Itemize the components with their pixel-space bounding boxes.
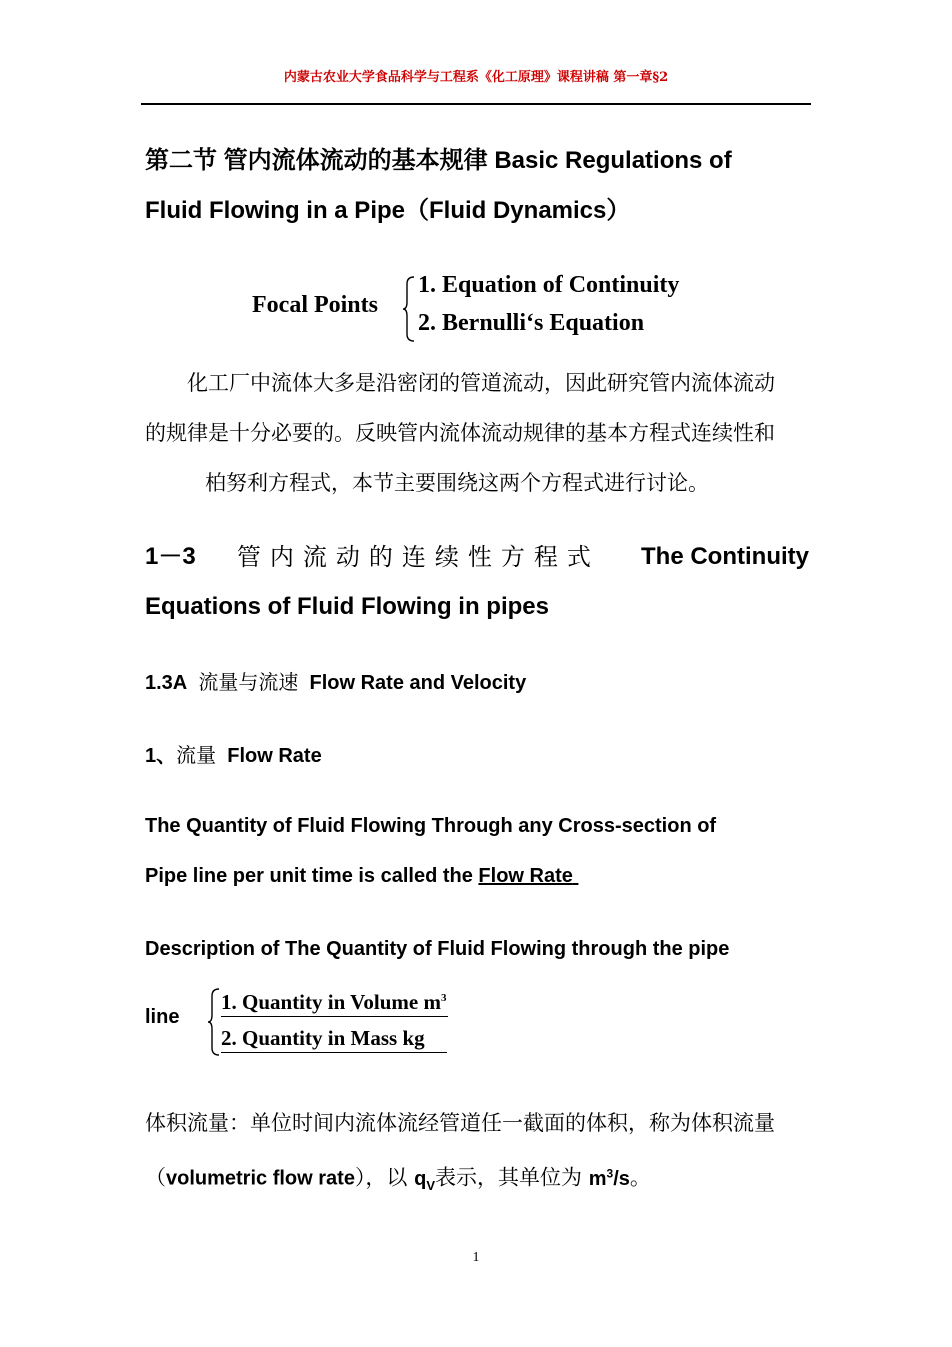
definition-line-2 [145, 851, 809, 901]
left-brace-icon [207, 988, 221, 1056]
item-heading [145, 739, 322, 768]
section-heading-zh: 管内流动的连续性方程式 [236, 543, 600, 571]
subsection-heading [145, 666, 526, 695]
subsection-number: 1.3A [145, 672, 188, 694]
definition-line-1: The Quantity of Fluid Flowing Through any Cross-section of [145, 815, 717, 837]
definition-paragraph [145, 801, 809, 901]
description-line: Description of The Quantity of Fluid Flowing through the pipe [145, 938, 730, 960]
subsection-heading-en: Flow Rate and Velocity [309, 672, 527, 694]
volumetric-line-2: （volumetric flow rate），以 $q_V$表示，其单位为 $m^3/s$。 [145, 1165, 651, 1193]
focal-points-label: Focal Points [252, 292, 378, 318]
page-number: 1 [472, 1250, 480, 1265]
item-heading-en: Flow Rate [227, 745, 322, 767]
section-heading-en-2: Equations of Fluid Flowing in pipes [145, 593, 549, 620]
section-title [145, 136, 809, 236]
intro-line-3: 柏努利方程式，本节主要围绕这两个方程式进行讨论。 [205, 471, 709, 495]
section-number: 1－3 [145, 543, 196, 570]
running-header: 内蒙古农业大学食品科学与工程系《化工原理》课程讲稿 第一章§2 [283, 70, 669, 85]
subsection-heading-zh: 流量与流速 [198, 670, 299, 694]
volumetric-paragraph [145, 1098, 809, 1211]
section-title-line-2: Fluid Flowing in a Pipe（Fluid Dynamics） [145, 197, 631, 224]
quantity-item-volume: 1. Quantity in Volume $m^3$ [221, 984, 448, 1017]
item-heading-zh: 流量 [176, 743, 217, 767]
quantity-item-mass: 2. Quantity in Mass kg [221, 1024, 447, 1053]
focal-point-item-1: 1. Equation of Continuity [418, 272, 680, 298]
flow-rate-term: Flow Rate [478, 865, 573, 887]
section-heading-en-1: The Continuity [641, 543, 809, 570]
section-heading [145, 532, 809, 632]
volumetric-flow-rate-term: volumetric flow rate [166, 1167, 355, 1190]
quantity-list [145, 982, 645, 1060]
left-brace-icon [402, 276, 416, 342]
unit-m3s: $m^3/s$ [588, 1166, 630, 1190]
definition-line-2-text: Pipe line per unit time is called the [145, 865, 479, 887]
intro-line-1: 化工厂中流体大多是沿密闭的管道流动，因此研究管内流体流动 [187, 371, 775, 395]
focal-point-item-2: 2. Bernulli‘s Equation [418, 310, 645, 336]
item-number: 1、 [145, 745, 177, 767]
intro-paragraph [145, 358, 809, 508]
header-rule [141, 103, 811, 105]
qv-symbol: $q_V$ [414, 1167, 436, 1193]
intro-line-2: 的规律是十分必要的。反映管内流体流动规律的基本方程式连续性和 [145, 421, 775, 445]
section-title-line-1: 第二节 管内流体流动的基本规律 Basic Regulations of [145, 147, 732, 174]
focal-points [252, 268, 732, 348]
volumetric-line-1: 体积流量：单位时间内流体流经管道任一截面的体积，称为体积流量 [145, 1111, 775, 1135]
quantity-list-label: line [145, 1006, 180, 1028]
